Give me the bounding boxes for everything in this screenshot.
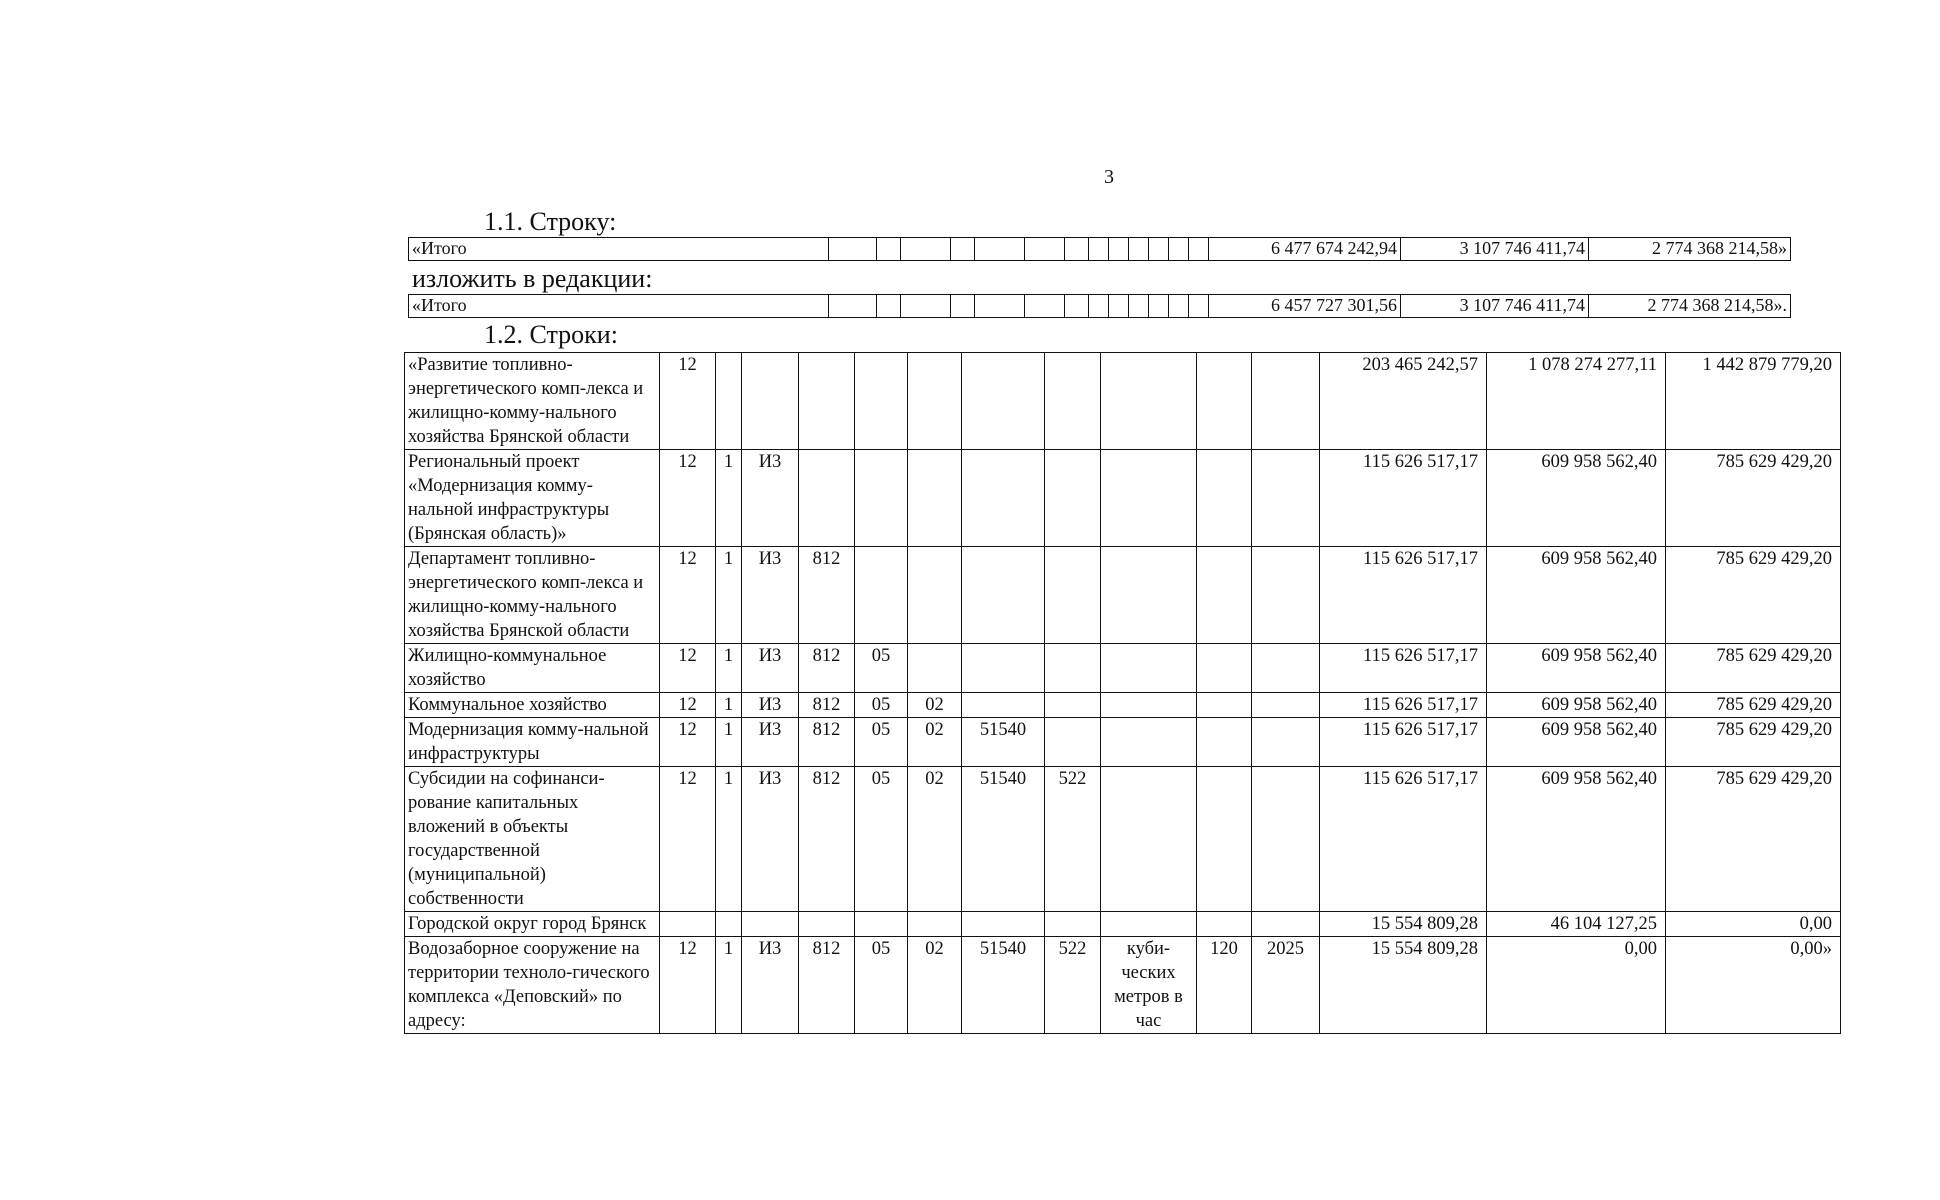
empty-cell [877, 295, 901, 318]
table-row [405, 767, 1841, 912]
capacity-cell [1197, 450, 1252, 547]
code-cell [908, 353, 962, 450]
code-cell: И3 [742, 547, 799, 644]
unit-cell: куби-ческих метров в час [1101, 937, 1197, 1034]
value-3: 785 629 429,20 [1666, 547, 1841, 644]
code-cell [1045, 644, 1101, 693]
code-cell: 02 [908, 937, 962, 1034]
code-cell: И3 [742, 693, 799, 718]
code-cell [962, 353, 1045, 450]
code-cell [1045, 912, 1101, 937]
table-row [405, 644, 1841, 693]
row-name: Модернизация комму-нальной инфраструктуры [405, 718, 660, 767]
empty-cell [1065, 295, 1089, 318]
code-cell: 51540 [962, 937, 1045, 1034]
table-row [405, 718, 1841, 767]
total-row-before-table [408, 237, 1791, 261]
value-3: 785 629 429,20 [1666, 644, 1841, 693]
code-cell: 51540 [962, 767, 1045, 912]
code-cell [962, 912, 1045, 937]
value-2: 1 078 274 277,11 [1487, 353, 1666, 450]
code-cell [1045, 547, 1101, 644]
capacity-cell [1197, 547, 1252, 644]
code-cell [1045, 353, 1101, 450]
empty-cell [1129, 295, 1149, 318]
empty-cell [829, 295, 877, 318]
code-cell: 1 [716, 718, 742, 767]
row-name: Департамент топливно-энергетического комп-лекса и жилищно-комму-нального хозяйства Брянской области [405, 547, 660, 644]
code-cell: 05 [855, 718, 908, 767]
code-cell: 12 [660, 353, 716, 450]
code-cell [962, 547, 1045, 644]
code-cell: 51540 [962, 718, 1045, 767]
empty-cell [1089, 238, 1109, 261]
value-2: 609 958 562,40 [1487, 450, 1666, 547]
unit-cell [1101, 450, 1197, 547]
value-1: 115 626 517,17 [1320, 450, 1487, 547]
code-cell: И3 [742, 937, 799, 1034]
row-name: Городской округ город Брянск [405, 912, 660, 937]
capacity-cell [1197, 912, 1252, 937]
code-cell: 1 [716, 693, 742, 718]
code-cell: 05 [855, 693, 908, 718]
capacity-cell [1197, 767, 1252, 912]
value-2: 609 958 562,40 [1487, 693, 1666, 718]
empty-cell [1109, 295, 1129, 318]
row-name: Субсидии на софинанси-рование капитальных вложений в объекты государственной (муниципальной) собственности [405, 767, 660, 912]
value-3: 0,00 [1666, 912, 1841, 937]
table-row [405, 450, 1841, 547]
section-1-2-heading: 1.2. Строки: [484, 320, 618, 349]
code-cell [855, 450, 908, 547]
total-value-2: 3 107 746 411,74 [1401, 238, 1589, 261]
code-cell [908, 912, 962, 937]
unit-cell [1101, 718, 1197, 767]
year-cell [1252, 644, 1320, 693]
value-3: 1 442 879 779,20 [1666, 353, 1841, 450]
code-cell: 05 [855, 937, 908, 1034]
total-label: «Итого [409, 238, 829, 261]
code-cell [908, 644, 962, 693]
capacity-cell [1197, 644, 1252, 693]
code-cell [962, 450, 1045, 547]
table-row [405, 693, 1841, 718]
code-cell [799, 912, 855, 937]
empty-cell [975, 238, 1025, 261]
code-cell: 812 [799, 644, 855, 693]
total-row [409, 238, 1791, 261]
value-1: 203 465 242,57 [1320, 353, 1487, 450]
code-cell: 1 [716, 450, 742, 547]
row-name: «Развитие топливно-энергетического комп-лекса и жилищно-комму-нального хозяйства Брянской области [405, 353, 660, 450]
code-cell: И3 [742, 718, 799, 767]
year-cell: 2025 [1252, 937, 1320, 1034]
value-2: 0,00 [1487, 937, 1666, 1034]
capacity-cell [1197, 718, 1252, 767]
capacity-cell [1197, 693, 1252, 718]
code-cell: 1 [716, 937, 742, 1034]
code-cell: 812 [799, 718, 855, 767]
code-cell [855, 353, 908, 450]
empty-cell [1109, 238, 1129, 261]
value-3: 0,00» [1666, 937, 1841, 1034]
unit-cell [1101, 912, 1197, 937]
empty-cell [975, 295, 1025, 318]
value-1: 115 626 517,17 [1320, 693, 1487, 718]
year-cell [1252, 718, 1320, 767]
empty-cell [1189, 295, 1209, 318]
value-2: 609 958 562,40 [1487, 767, 1666, 912]
code-cell: 05 [855, 644, 908, 693]
replace-caption: изложить в редакции: [412, 264, 653, 293]
total-value-2: 3 107 746 411,74 [1401, 295, 1589, 318]
empty-cell [1025, 295, 1065, 318]
year-cell [1252, 450, 1320, 547]
unit-cell [1101, 547, 1197, 644]
total-value-1: 6 457 727 301,56 [1209, 295, 1401, 318]
row-name: Коммунальное хозяйство [405, 693, 660, 718]
table-row [405, 353, 1841, 450]
code-cell: 1 [716, 767, 742, 912]
value-3: 785 629 429,20 [1666, 718, 1841, 767]
empty-cell [1025, 238, 1065, 261]
code-cell [660, 912, 716, 937]
year-cell [1252, 547, 1320, 644]
code-cell [908, 450, 962, 547]
code-cell [1045, 693, 1101, 718]
code-cell: 812 [799, 547, 855, 644]
code-cell: И3 [742, 767, 799, 912]
budget-lines-table [404, 352, 1841, 1034]
code-cell: 812 [799, 767, 855, 912]
total-value-3: 2 774 368 214,58». [1589, 295, 1791, 318]
value-1: 15 554 809,28 [1320, 937, 1487, 1034]
code-cell: 12 [660, 693, 716, 718]
value-2: 609 958 562,40 [1487, 547, 1666, 644]
capacity-cell [1197, 353, 1252, 450]
code-cell [962, 693, 1045, 718]
empty-cell [951, 238, 975, 261]
code-cell [799, 450, 855, 547]
code-cell: 812 [799, 937, 855, 1034]
empty-cell [829, 238, 877, 261]
total-value-3: 2 774 368 214,58» [1589, 238, 1791, 261]
code-cell [1045, 450, 1101, 547]
total-label: «Итого [409, 295, 829, 318]
value-1: 115 626 517,17 [1320, 767, 1487, 912]
unit-cell [1101, 353, 1197, 450]
code-cell [855, 547, 908, 644]
unit-cell [1101, 767, 1197, 912]
empty-cell [1149, 238, 1169, 261]
year-cell [1252, 767, 1320, 912]
total-value-1: 6 477 674 242,94 [1209, 238, 1401, 261]
table-row [405, 912, 1841, 937]
value-2: 609 958 562,40 [1487, 718, 1666, 767]
code-cell [855, 912, 908, 937]
value-3: 785 629 429,20 [1666, 450, 1841, 547]
total-row-after-table [408, 294, 1791, 318]
value-3: 785 629 429,20 [1666, 767, 1841, 912]
value-2: 609 958 562,40 [1487, 644, 1666, 693]
code-cell [716, 353, 742, 450]
empty-cell [1089, 295, 1109, 318]
code-cell: 1 [716, 644, 742, 693]
page-number: 3 [1104, 166, 1114, 188]
code-cell [908, 547, 962, 644]
year-cell [1252, 693, 1320, 718]
empty-cell [1149, 295, 1169, 318]
code-cell [716, 912, 742, 937]
capacity-cell: 120 [1197, 937, 1252, 1034]
value-1: 115 626 517,17 [1320, 547, 1487, 644]
code-cell: 522 [1045, 937, 1101, 1034]
code-cell: 02 [908, 718, 962, 767]
row-name: Жилищно-коммунальное хозяйство [405, 644, 660, 693]
code-cell: И3 [742, 450, 799, 547]
code-cell [742, 912, 799, 937]
year-cell [1252, 353, 1320, 450]
code-cell [799, 353, 855, 450]
empty-cell [951, 295, 975, 318]
table-row [405, 937, 1841, 1034]
empty-cell [1065, 238, 1089, 261]
code-cell: 12 [660, 718, 716, 767]
code-cell: 12 [660, 547, 716, 644]
table-row [405, 547, 1841, 644]
empty-cell [901, 238, 951, 261]
empty-cell [1189, 238, 1209, 261]
section-1-1-heading: 1.1. Строку: [484, 207, 617, 236]
empty-cell [877, 238, 901, 261]
code-cell [1045, 718, 1101, 767]
year-cell [1252, 912, 1320, 937]
code-cell [962, 644, 1045, 693]
value-2: 46 104 127,25 [1487, 912, 1666, 937]
code-cell [742, 353, 799, 450]
total-row [409, 295, 1791, 318]
unit-cell [1101, 644, 1197, 693]
code-cell: 12 [660, 767, 716, 912]
value-1: 15 554 809,28 [1320, 912, 1487, 937]
code-cell: 12 [660, 644, 716, 693]
empty-cell [1169, 238, 1189, 261]
value-1: 115 626 517,17 [1320, 718, 1487, 767]
empty-cell [1169, 295, 1189, 318]
row-name: Водозаборное сооружение на территории техноло-гического комплекса «Деповский» по адресу: [405, 937, 660, 1034]
code-cell: 522 [1045, 767, 1101, 912]
row-name: Региональный проект «Модернизация комму-нальной инфраструктуры (Брянская область)» [405, 450, 660, 547]
code-cell: 12 [660, 450, 716, 547]
empty-cell [1129, 238, 1149, 261]
value-1: 115 626 517,17 [1320, 644, 1487, 693]
unit-cell [1101, 693, 1197, 718]
code-cell: 02 [908, 693, 962, 718]
code-cell: 1 [716, 547, 742, 644]
empty-cell [901, 295, 951, 318]
code-cell: 812 [799, 693, 855, 718]
code-cell: И3 [742, 644, 799, 693]
code-cell: 05 [855, 767, 908, 912]
code-cell: 02 [908, 767, 962, 912]
code-cell: 12 [660, 937, 716, 1034]
value-3: 785 629 429,20 [1666, 693, 1841, 718]
